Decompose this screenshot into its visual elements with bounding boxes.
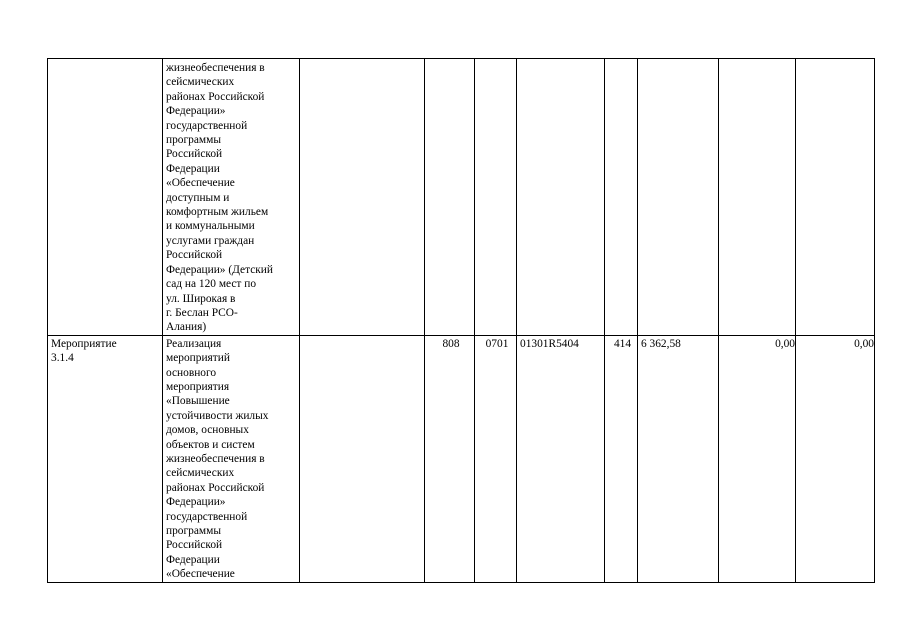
description-line: объектов и систем — [166, 438, 255, 451]
description-line: Алания) — [166, 321, 207, 334]
amount-2-cell — [719, 59, 796, 336]
description-line: «Обеспечение — [166, 568, 235, 581]
activity-description-cell — [163, 59, 300, 336]
csr-cell — [517, 59, 605, 336]
amount-3-cell — [796, 59, 875, 336]
activity-label-cell — [48, 335, 163, 582]
amount-1-cell: 6 362,58 — [638, 335, 719, 582]
table-row — [48, 59, 875, 336]
activity-label-line: Мероприятие — [51, 337, 117, 350]
description-line: Российской — [166, 249, 223, 262]
executor-cell — [300, 59, 425, 336]
description-line: жизнеобеспечения в — [166, 452, 265, 465]
description-line: районах Российской — [166, 481, 265, 494]
activity-description-cell — [163, 335, 300, 582]
description-line: «Обеспечение — [166, 177, 235, 190]
description-line: государственной — [166, 510, 248, 523]
activity-label-cell — [48, 59, 163, 336]
description-line: комфортным жильем — [166, 206, 269, 219]
budget-table — [47, 58, 875, 583]
rzpr-cell: 0701 — [475, 335, 517, 582]
vr-cell: 414 — [605, 335, 638, 582]
description-line: мероприятия — [166, 380, 230, 393]
description-line: и коммунальными — [166, 220, 255, 233]
description-line: районах Российской — [166, 90, 265, 103]
executor-cell — [300, 335, 425, 582]
description-line: Федерации» (Детский — [166, 263, 273, 276]
description-line: Реализация — [166, 337, 222, 350]
description-line: сейсмических — [166, 467, 235, 480]
activity-label-line: 3.1.4 — [51, 352, 74, 365]
description-line: жизнеобеспечения в — [166, 62, 265, 74]
description-line: программы — [166, 525, 221, 537]
description-line: Российской — [166, 539, 223, 552]
description-line: основного — [166, 366, 217, 379]
description-line: г. Беслан РСО- — [166, 306, 238, 319]
description-line: государственной — [166, 119, 248, 132]
description-line: Федерации» — [166, 496, 226, 509]
description-line: сейсмических — [166, 76, 235, 89]
grbs-cell: 808 — [425, 335, 475, 582]
description-line: Федерации» — [166, 105, 226, 118]
vr-cell — [605, 59, 638, 336]
description-line: Федерации — [166, 553, 220, 566]
description-line: мероприятий — [166, 352, 230, 365]
description-line: сад на 120 мест по — [166, 278, 257, 291]
amount-1-cell — [638, 59, 719, 336]
description-line: Федерации — [166, 162, 220, 175]
description-line: доступным и — [166, 191, 230, 204]
table-row — [48, 335, 875, 582]
rzpr-cell — [475, 59, 517, 336]
amount-2-cell: 0,00 — [719, 335, 796, 582]
grbs-cell — [425, 59, 475, 336]
description-line: «Повышение — [166, 395, 230, 408]
amount-3-cell: 0,00 — [796, 335, 875, 582]
csr-cell: 01301R5404 — [517, 335, 605, 582]
description-line: устойчивости жилых — [166, 409, 269, 422]
description-line: Российской — [166, 148, 223, 161]
description-line: ул. Широкая в — [166, 292, 236, 305]
description-line: программы — [166, 134, 221, 147]
description-line: домов, основных — [166, 424, 249, 437]
description-line: услугами граждан — [166, 234, 255, 247]
